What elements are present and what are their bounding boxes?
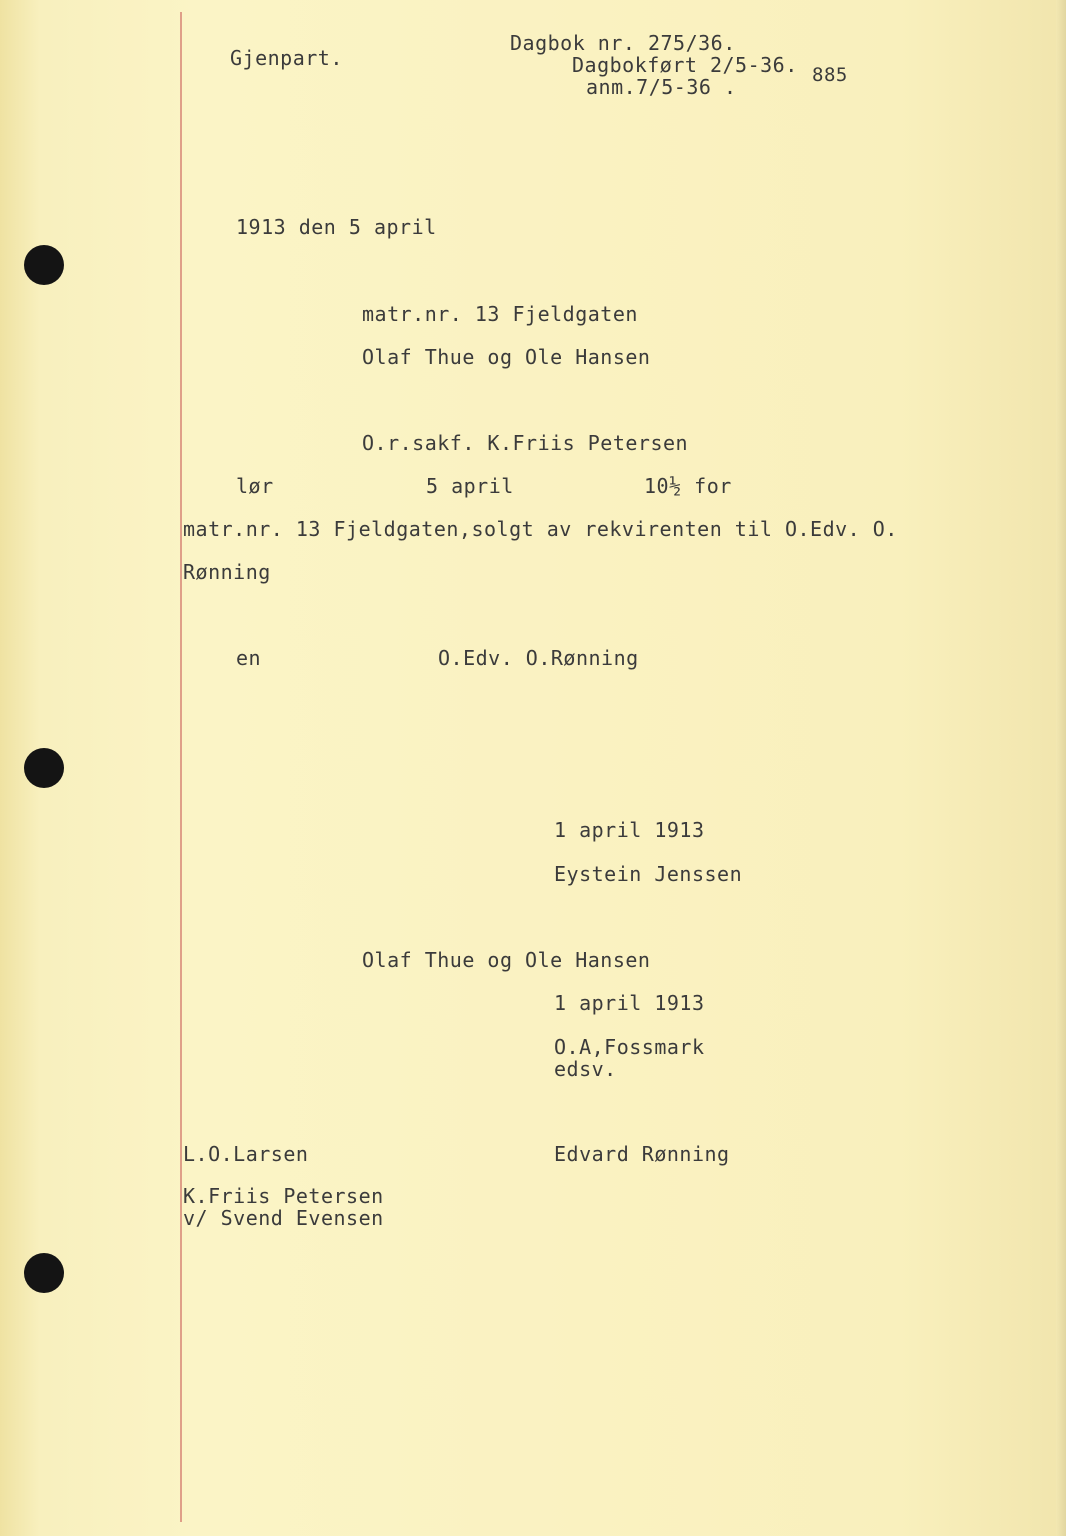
journal-entered: Dagbokført 2/5-36. xyxy=(572,53,798,77)
row-cell-b: 5 april xyxy=(426,474,514,498)
noted-date: anm.7/5-36 . xyxy=(586,75,737,99)
page-number: 885 xyxy=(812,64,848,86)
signer-1: Eystein Jenssen xyxy=(554,862,743,886)
lawyer-line: O.r.sakf. K.Friis Petersen xyxy=(362,431,689,455)
margin-line xyxy=(180,12,182,1522)
date-line: 1913 den 5 april xyxy=(236,215,437,239)
property-line: matr.nr. 13 Fjeldgaten xyxy=(362,302,638,326)
copy-label: Gjenpart. xyxy=(230,46,343,70)
row-cell-c: 10½ for xyxy=(644,474,732,498)
signature-date-1: 1 april 1913 xyxy=(554,818,705,842)
signer-2: O.A,Fossmark xyxy=(554,1035,705,1059)
witness-2: K.Friis Petersen xyxy=(183,1184,384,1208)
buyer-line: O.Edv. O.Rønning xyxy=(438,646,639,670)
row-cell-a: lør xyxy=(236,474,274,498)
journal-number: Dagbok nr. 275/36. xyxy=(510,31,736,55)
sold-line-2: Rønning xyxy=(183,560,271,584)
en-label: en xyxy=(236,646,262,670)
punch-hole-bottom xyxy=(24,1253,64,1293)
witness-1: L.O.Larsen xyxy=(183,1142,309,1166)
signature-date-2: 1 april 1913 xyxy=(554,991,705,1015)
parties-line: Olaf Thue og Ole Hansen xyxy=(362,345,651,369)
punch-hole-top xyxy=(24,245,64,285)
sold-line-1: matr.nr. 13 Fjeldgaten,solgt av rekvirenten til O.Edv. O. xyxy=(183,517,898,541)
witness-2-via: v/ Svend Evensen xyxy=(183,1206,384,1230)
parties-line-2: Olaf Thue og Ole Hansen xyxy=(362,948,651,972)
sworn-label: edsv. xyxy=(554,1057,617,1081)
signer-3: Edvard Rønning xyxy=(554,1142,730,1166)
punch-hole-middle xyxy=(24,748,64,788)
page-edge xyxy=(1056,0,1066,1536)
